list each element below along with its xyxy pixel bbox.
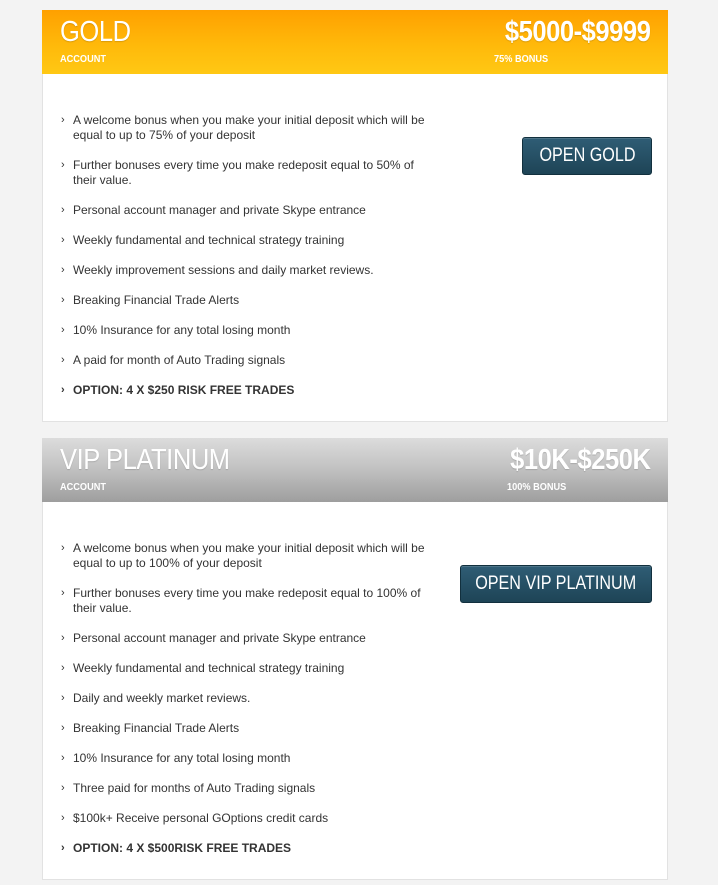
chevron-right-icon: › xyxy=(61,632,65,644)
feature-item: › Breaking Financial Trade Alerts xyxy=(61,721,240,735)
chevron-right-icon: › xyxy=(61,782,65,794)
chevron-right-icon: › xyxy=(61,294,65,306)
plan-subtitle: ACCOUNT xyxy=(60,54,106,65)
chevron-right-icon: › xyxy=(61,587,65,599)
chevron-right-icon: › xyxy=(61,384,65,396)
feature-item: › 10% Insurance for any total losing month xyxy=(61,751,291,765)
chevron-right-icon: › xyxy=(61,722,65,734)
feature-item: › 10% Insurance for any total losing month xyxy=(61,323,291,337)
feature-item: › Personal account manager and private Skype entrance xyxy=(61,631,366,645)
gold-account-card xyxy=(42,10,668,422)
feature-item: › A paid for month of Auto Trading signals xyxy=(61,353,286,367)
plan-price: $10K-$250K xyxy=(509,444,650,476)
chevron-right-icon: › xyxy=(61,264,65,276)
feature-item: › Further bonuses every time you make redeposit equal to 100% of their value. xyxy=(61,586,421,615)
chevron-right-icon: › xyxy=(61,234,65,246)
chevron-right-icon: › xyxy=(61,752,65,764)
feature-item: › Weekly fundamental and technical strategy training xyxy=(61,233,345,247)
chevron-right-icon: › xyxy=(61,812,65,824)
open-vip-platinum-button[interactable]: OPEN VIP PLATINUM xyxy=(460,565,652,603)
gold-card-header xyxy=(42,10,668,74)
chevron-right-icon: › xyxy=(61,324,65,336)
chevron-right-icon: › xyxy=(61,842,65,854)
platinum-card-header xyxy=(42,438,668,502)
feature-list xyxy=(61,541,431,871)
chevron-right-icon: › xyxy=(61,204,65,216)
feature-item: › Weekly improvement sessions and daily market reviews. xyxy=(61,263,374,277)
feature-item: › A welcome bonus when you make your initial deposit which will be equal to up to 75% of your deposit xyxy=(61,113,425,142)
plan-bonus: 75% BONUS xyxy=(494,54,549,65)
feature-item: › $100k+ Receive personal GOptions credit cards xyxy=(61,811,329,825)
chevron-right-icon: › xyxy=(61,354,65,366)
chevron-right-icon: › xyxy=(61,114,65,126)
feature-item-option: › OPTION: 4 X $250 RISK FREE TRADES xyxy=(61,383,295,397)
feature-item: › Daily and weekly market reviews. xyxy=(61,691,251,705)
feature-list xyxy=(61,113,431,413)
plan-title: GOLD xyxy=(60,16,131,48)
vip-platinum-account-card xyxy=(42,438,668,880)
chevron-right-icon: › xyxy=(61,692,65,704)
chevron-right-icon: › xyxy=(61,542,65,554)
feature-item: › Personal account manager and private Skype entrance xyxy=(61,203,366,217)
plan-bonus: 100% BONUS xyxy=(507,482,567,493)
feature-item: › A welcome bonus when you make your initial deposit which will be equal to up to 100% of your deposit xyxy=(61,541,425,570)
feature-item: › Breaking Financial Trade Alerts xyxy=(61,293,240,307)
feature-item: › Three paid for months of Auto Trading signals xyxy=(61,781,316,795)
feature-item-option: › OPTION: 4 X $500RISK FREE TRADES xyxy=(61,841,292,855)
plan-title: VIP PLATINUM xyxy=(60,444,230,476)
plan-subtitle: ACCOUNT xyxy=(60,482,106,493)
chevron-right-icon: › xyxy=(61,662,65,674)
feature-item: › Further bonuses every time you make redeposit equal to 50% of their value. xyxy=(61,158,414,187)
chevron-right-icon: › xyxy=(61,159,65,171)
open-gold-button[interactable]: OPEN GOLD xyxy=(522,137,652,175)
plan-price: $5000-$9999 xyxy=(504,16,650,48)
feature-item: › Weekly fundamental and technical strategy training xyxy=(61,661,345,675)
